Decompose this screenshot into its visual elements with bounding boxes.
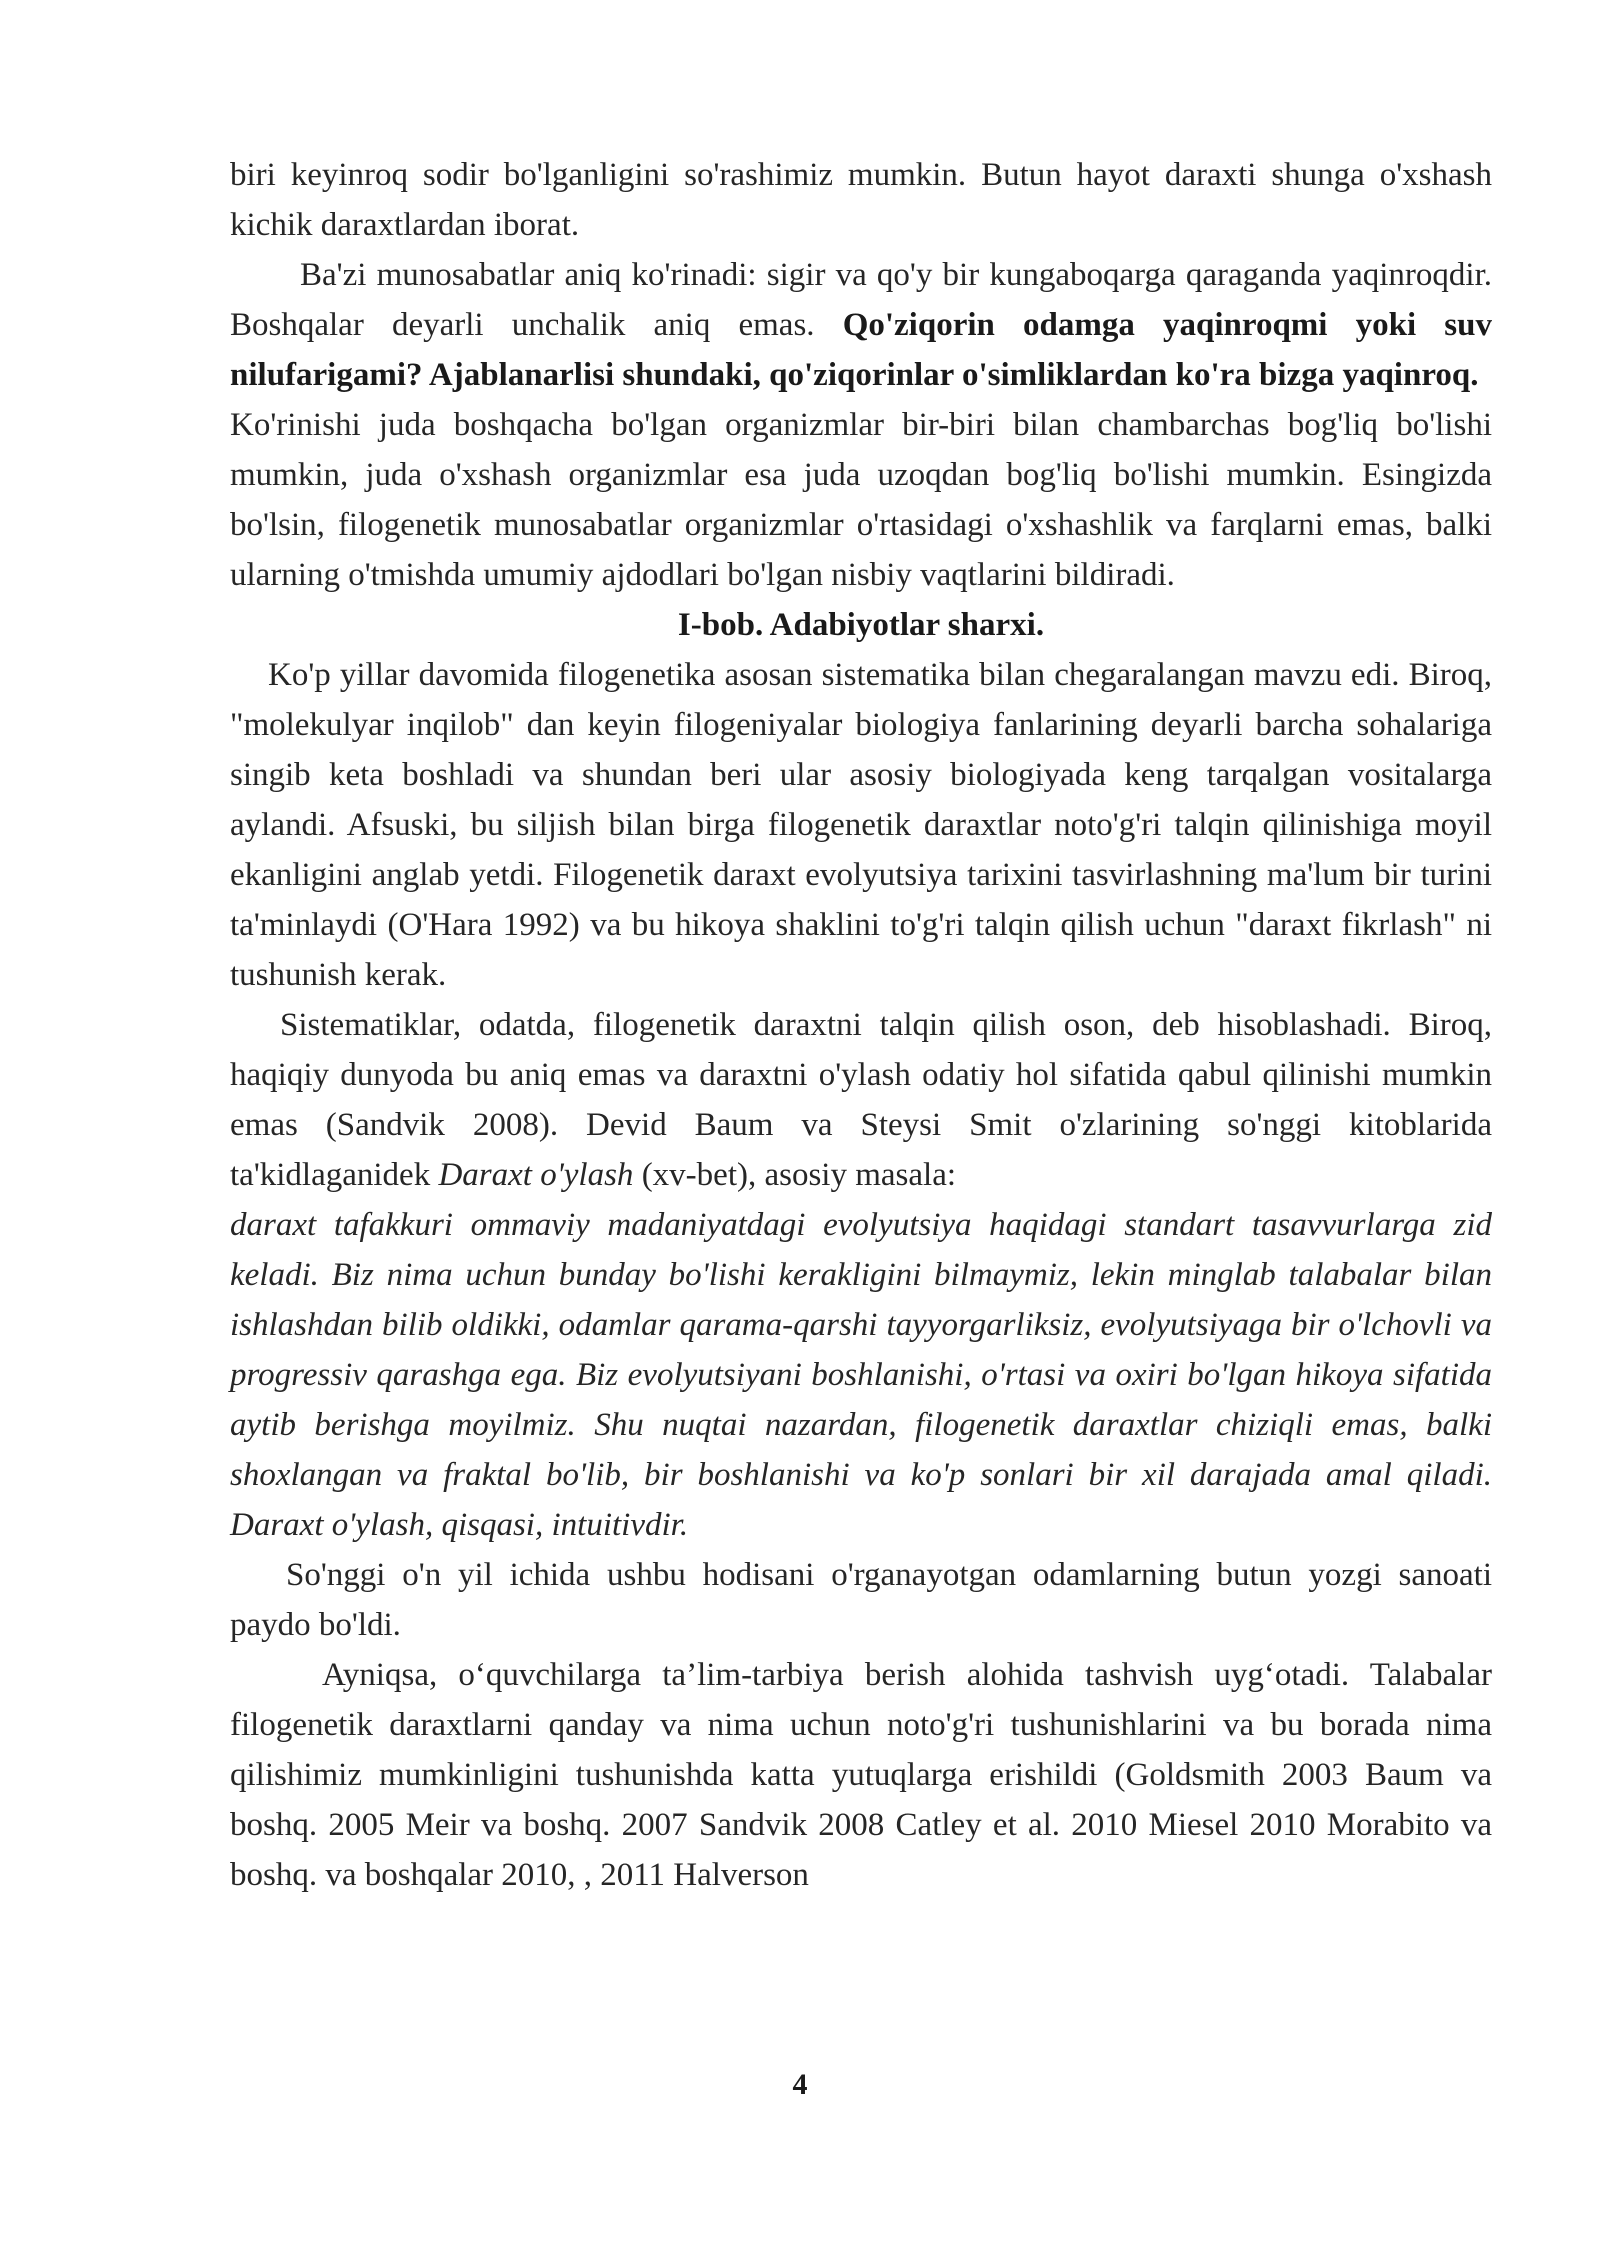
paragraph-systematists-text: Sistematiklar, odatda, filogenetik daraxtni talqin qilish oson, deb hisoblashadi. Biroq, haqiqiy dunyoda bu aniq emas va daraxtni o'ylash odatiy hol sifatida qabul qilinishi mumkin emas (Sandvik 2008). Devid Baum va Steysi Smit o'zlarining so'nggi kitoblarida ta'kidlaganidek [230, 1007, 1492, 1193]
chapter-heading: I-bob. Adabiyotlar sharxi. [677, 607, 1045, 643]
document-page [230, 150, 1492, 1900]
paragraph-systematists [230, 1000, 1492, 1200]
block-quote: daraxt tafakkuri ommaviy madaniyatdagi evolyutsiya haqidagi standart tasavvurlarga zid keladi. Biz nima uchun bunday bo'lishi kerakligini bilmaymiz, lekin minglab talabalar bilan ishlashdan bilib oldikki, odamlar qarama-qarshi tayyorgarliksiz, evolyutsiyaga bir o'lchovli va progressiv qarashga ega. Biz evolyutsiyani boshlanishi, o'rtasi va oxiri bo'lgan hikoya sifatida aytib berishga moyilmiz. Shu nuqtai nazardan, filogenetik daraxtlar chiziqli emas, balki shoxlangan va fraktal bo'lib, bir boshlanishi va ko'p sonlari bir xil darajada amal qiladi. Daraxt o'ylash, qisqasi, intuitivdir. [230, 1207, 1492, 1543]
paragraph-systematists-end: (xv-bet), asosiy masala: [633, 1157, 957, 1193]
paragraph-relationships-text: Ba'zi munosabatlar aniq ko'rinadi: sigir va qo'y bir kungaboqarga qaraganda yaqinroqdir. Boshqalar deyarli unchalik aniq emas. [230, 257, 1492, 343]
page-number: 4 [792, 2068, 808, 2101]
paragraph-continuation: biri keyinroq sodir bo'lganligini so'rashimiz mumkin. Butun hayot daraxti shunga o'xshash kichik daraxtlardan iborat. [230, 157, 1492, 243]
paragraph-students: Ayniqsa, o‘quvchilarga ta’lim-tarbiya berish alohida tashvish uyg‘otadi. Talabalar filogenetik daraxtlarni qanday va nima uchun noto'g'ri tushunishlarini va bu borada nima qilishimiz mumkinligini tushunishda katta yutuqlarga erishildi (Goldsmith 2003 Baum va boshq. 2005 Meir va boshq. 2007 Sandvik 2008 Catley et al. 2010 Miesel 2010 Morabito va boshq. va boshqalar 2010, , 2011 Halverson [230, 1657, 1492, 1893]
paragraph-organisms: Ko'rinishi juda boshqacha bo'lgan organizmlar bir-biri bilan chambarchas bog'liq bo'lishi mumkin, juda o'xshash organizmlar esa juda uzoqdan bog'liq bo'lishi mumkin. Esingizda bo'lsin, filogenetik munosabatlar organizmlar o'rtasidagi o'xshashlik va farqlarni emas, balki ularning o'tmishda umumiy ajdodlari bo'lgan nisbiy vaqtlarini bildiradi. [230, 407, 1492, 593]
paragraph-last-decade: So'nggi o'n yil ichida ushbu hodisani o'rganayotgan odamlarning butun yozgi sanoati paydo bo'ldi. [230, 1557, 1492, 1643]
book-title: Daraxt o'ylash [438, 1157, 634, 1193]
paragraph-relationships-bold: Qo'ziqorin odamga yaqinroqmi yoki suv nilufarigami? Ajablanarlisi shundaki, qo'ziqorinlar o'simliklardan ko'ra bizga yaqinroq. [230, 307, 1492, 393]
paragraph-phylogenetics: Ko'p yillar davomida filogenetika asosan sistematika bilan chegaralangan mavzu edi. Biroq, "molekulyar inqilob" dan keyin filogeniyalar biologiya fanlarining deyarli barcha sohalariga singib keta boshladi va shundan beri ular asosiy biologiyada keng tarqalgan vositalarga aylandi. Afsuski, bu siljish bilan birga filogenetik daraxtlar noto'g'ri talqin qilinishiga moyil ekanligini anglab yetdi. Filogenetik daraxt evolyutsiya tarixini tasvirlashning ma'lum bir turini ta'minlaydi (O'Hara 1992) va bu hikoya shaklini to'g'ri talqin qilish uchun "daraxt fikrlash" ni tushunish kerak. [230, 657, 1492, 993]
paragraph-relationships [230, 250, 1492, 400]
